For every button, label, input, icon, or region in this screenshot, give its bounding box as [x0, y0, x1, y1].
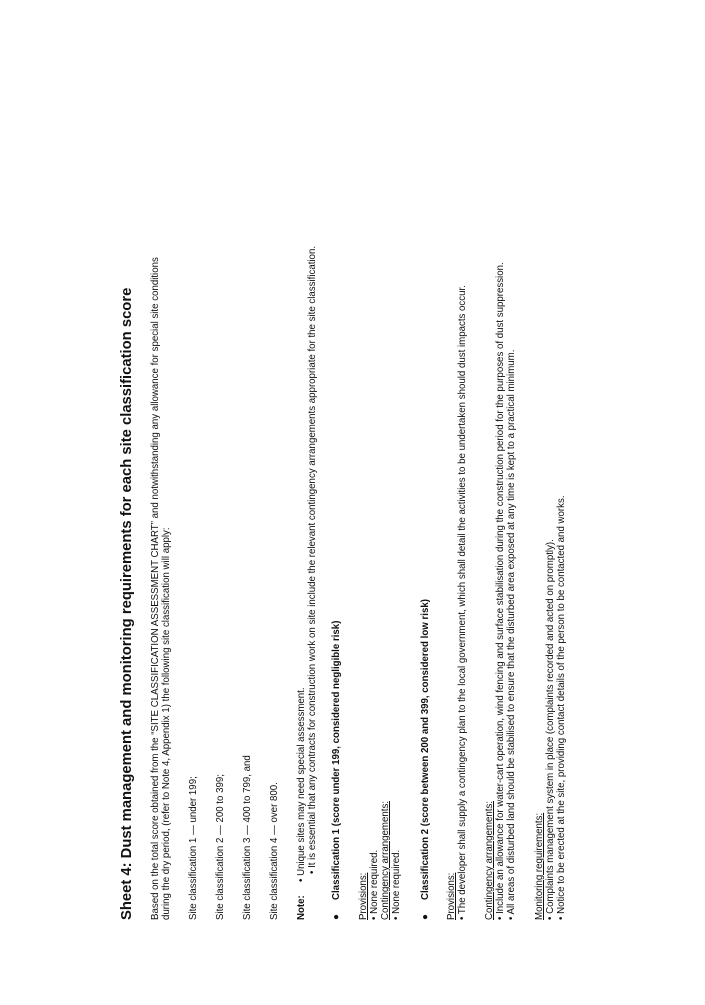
bullet-icon: ●	[420, 913, 431, 920]
class1-provisions-label: Provisions:	[358, 872, 369, 920]
class1-provision-item: • None required.	[369, 849, 380, 920]
bullet-icon: ●	[331, 913, 342, 920]
class2-monitoring-item: • Notice to be erected at the site, providing contact details of the person to be contacted and works.	[556, 495, 567, 920]
site-classification-3: Site classification 3 — 400 to 799, and	[242, 755, 253, 920]
intro-line-2: during the dry period, (refer to Note 4, Appendix 1) the following site classification will apply:	[161, 527, 172, 920]
class2-provisions-label: Provisions:	[446, 872, 457, 920]
site-classification-2: Site classification 2 — 200 to 399;	[215, 774, 226, 920]
class2-monitoring-item: • Complaints management system in place (complaints recorded and acted on promptly).	[545, 539, 556, 920]
note-item: • Unique sites may need special assessment.	[296, 687, 307, 882]
class2-monitoring-label: Monitoring requirements:	[534, 812, 545, 920]
note-item: • It is essential that any contracts for construction work on site include the relevant contingency arrangements appropriate for the site classification.	[307, 245, 318, 874]
class1-heading: Classification 1 (score under 199, considered negligible risk)	[331, 620, 342, 900]
note-label: Note:	[296, 895, 307, 920]
class2-contingency-label: Contingency arrangements:	[484, 800, 495, 920]
site-classification-1: Site classification 1 — under 199;	[188, 776, 199, 920]
class2-contingency-item: • Include an allowance for water-cart operation, wind fencing and surface stabilisation during the construction period for the purposes of dust suppression.	[495, 262, 506, 920]
class2-contingency-item: • All areas of disturbed land should be stabilised to ensure that the disturbed area exposed at any time is kept to a practical minimum.	[506, 349, 517, 920]
page-title: Sheet 4: Dust management and monitoring requirements for each site classification score	[119, 287, 135, 920]
class2-provision-item: • The developer shall supply a contingency plan to the local government, which shall detail the activities to be undertaken should dust impacts occur.	[457, 285, 468, 920]
class1-contingency-item: • None required.	[391, 849, 402, 920]
site-classification-4: Site classification 4 — over 800.	[269, 782, 280, 920]
class2-heading: Classification 2 (score between 200 and 399, considered low risk)	[420, 599, 431, 900]
document-sheet	[118, 60, 588, 920]
intro-line-1: Based on the total score obtained from the “SITE CLASSIFICATION ASSESSMENT CHART” and notwithstanding any allowance for special site conditions	[150, 257, 161, 920]
class1-contingency-label: Contingency arrangements:	[380, 800, 391, 920]
